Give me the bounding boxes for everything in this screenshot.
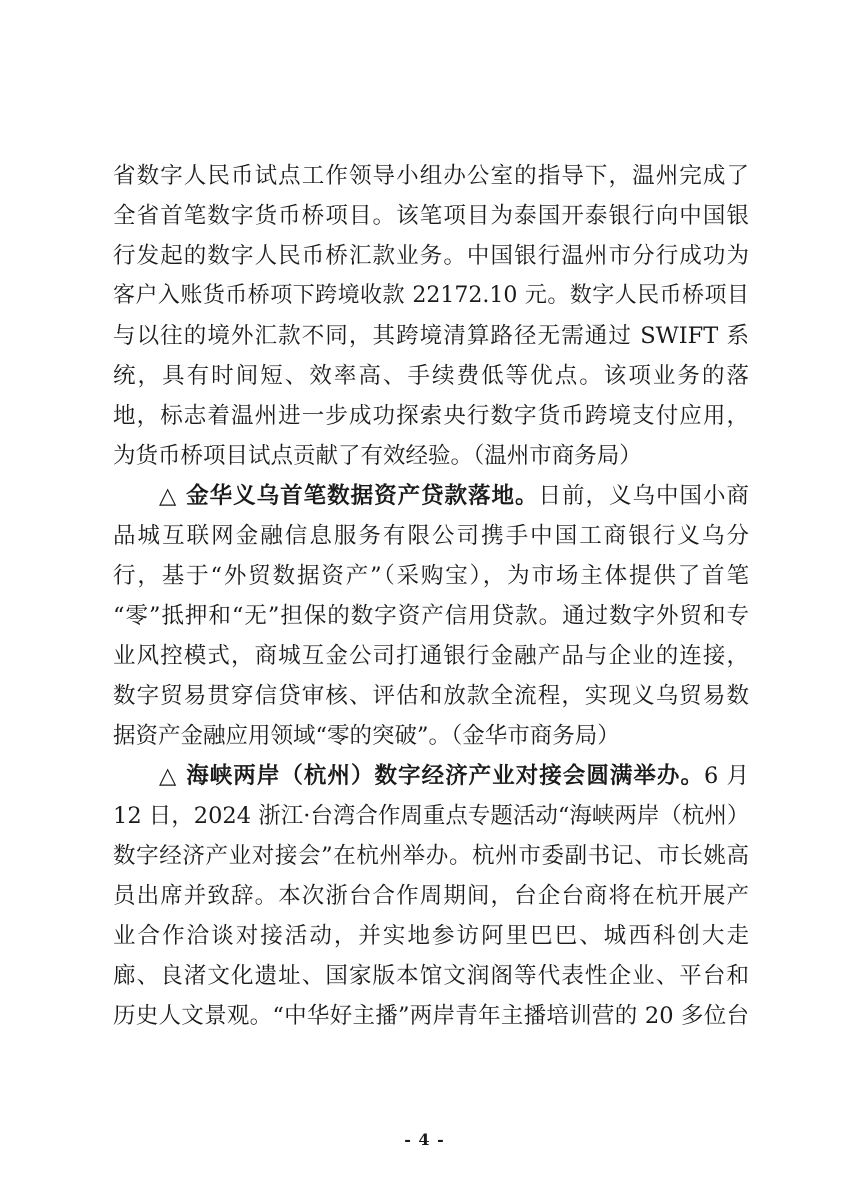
para1-line-7: 地，标志着温州进一步成功探索央行数字货币跨境支付应用， xyxy=(113,403,749,429)
para2-line-3: 行，基于“外贸数据资产”（采购宝），为市场主体提供了首笔 xyxy=(113,563,749,589)
para1-line-8: 为货币桥项目试点贡献了有效经验。（温州市商务局） xyxy=(113,443,642,469)
para1-line-5: 与以往的境外汇款不同，其跨境清算路径无需通过 SWIFT 系 xyxy=(113,323,749,349)
para1-line-1: 省数字人民币试点工作领导小组办公室的指导下，温州完成了 xyxy=(113,163,749,189)
para1-line-2: 全省首笔数字货币桥项目。该笔项目为泰国开泰银行向中国银 xyxy=(113,203,749,229)
para2-first-rest: 日前，义乌中国小商 xyxy=(538,483,749,509)
para3-first-line xyxy=(159,756,749,796)
para2-first-line xyxy=(159,476,749,516)
para1-line-3: 行发起的数字人民币桥汇款业务。中国银行温州市分行成功为 xyxy=(113,243,749,269)
para3-line-3: 数字经济产业对接会”在杭州举办。杭州市委副书记、市长姚高 xyxy=(113,843,749,869)
para2-line-6: 数字贸易贯穿信贷审核、评估和放款全流程，实现义乌贸易数 xyxy=(113,683,749,709)
para3-line-6: 廊、良渚文化遗址、国家版本馆文润阁等代表性企业、平台和 xyxy=(113,963,749,989)
para1-line-4: 客户入账货币桥项下跨境收款 22172.10 元。数字人民币桥项目 xyxy=(113,283,749,308)
page-number: - 4 - xyxy=(404,1130,445,1149)
para3-line-4: 员出席并致辞。本次浙台合作周期间，台企台商将在杭开展产 xyxy=(113,883,749,909)
para2-line-5: 业风控模式，商城互金公司打通银行金融产品与企业的连接， xyxy=(113,643,749,669)
para3-heading: △ 海峡两岸（杭州）数字经济产业对接会圆满举办。 xyxy=(159,763,704,789)
para2-line-7: 据资产金融应用领域“零的突破”。（金华市商务局） xyxy=(113,723,620,749)
para3-line-2: 12 日，2024 浙江·台湾合作周重点专题活动“海峡两岸（杭州） xyxy=(113,803,750,829)
para3-first-rest: 6 月 xyxy=(704,763,750,789)
para1-line-6: 统，具有时间短、效率高、手续费低等优点。该项业务的落 xyxy=(113,363,749,389)
para3-line-5: 业合作洽谈对接活动，并实地参访阿里巴巴、城西科创大走 xyxy=(113,923,749,949)
para2-line-2: 品城互联网金融信息服务有限公司携手中国工商银行义乌分 xyxy=(113,523,749,549)
para2-line-4: “零”抵押和“无”担保的数字资产信用贷款。通过数字外贸和专 xyxy=(113,603,749,629)
para2-heading: △ 金华义乌首笔数据资产贷款落地。 xyxy=(159,483,539,509)
para3-line-7: 历史人文景观。“中华好主播”两岸青年主播培训营的 20 多位台 xyxy=(113,1003,749,1029)
